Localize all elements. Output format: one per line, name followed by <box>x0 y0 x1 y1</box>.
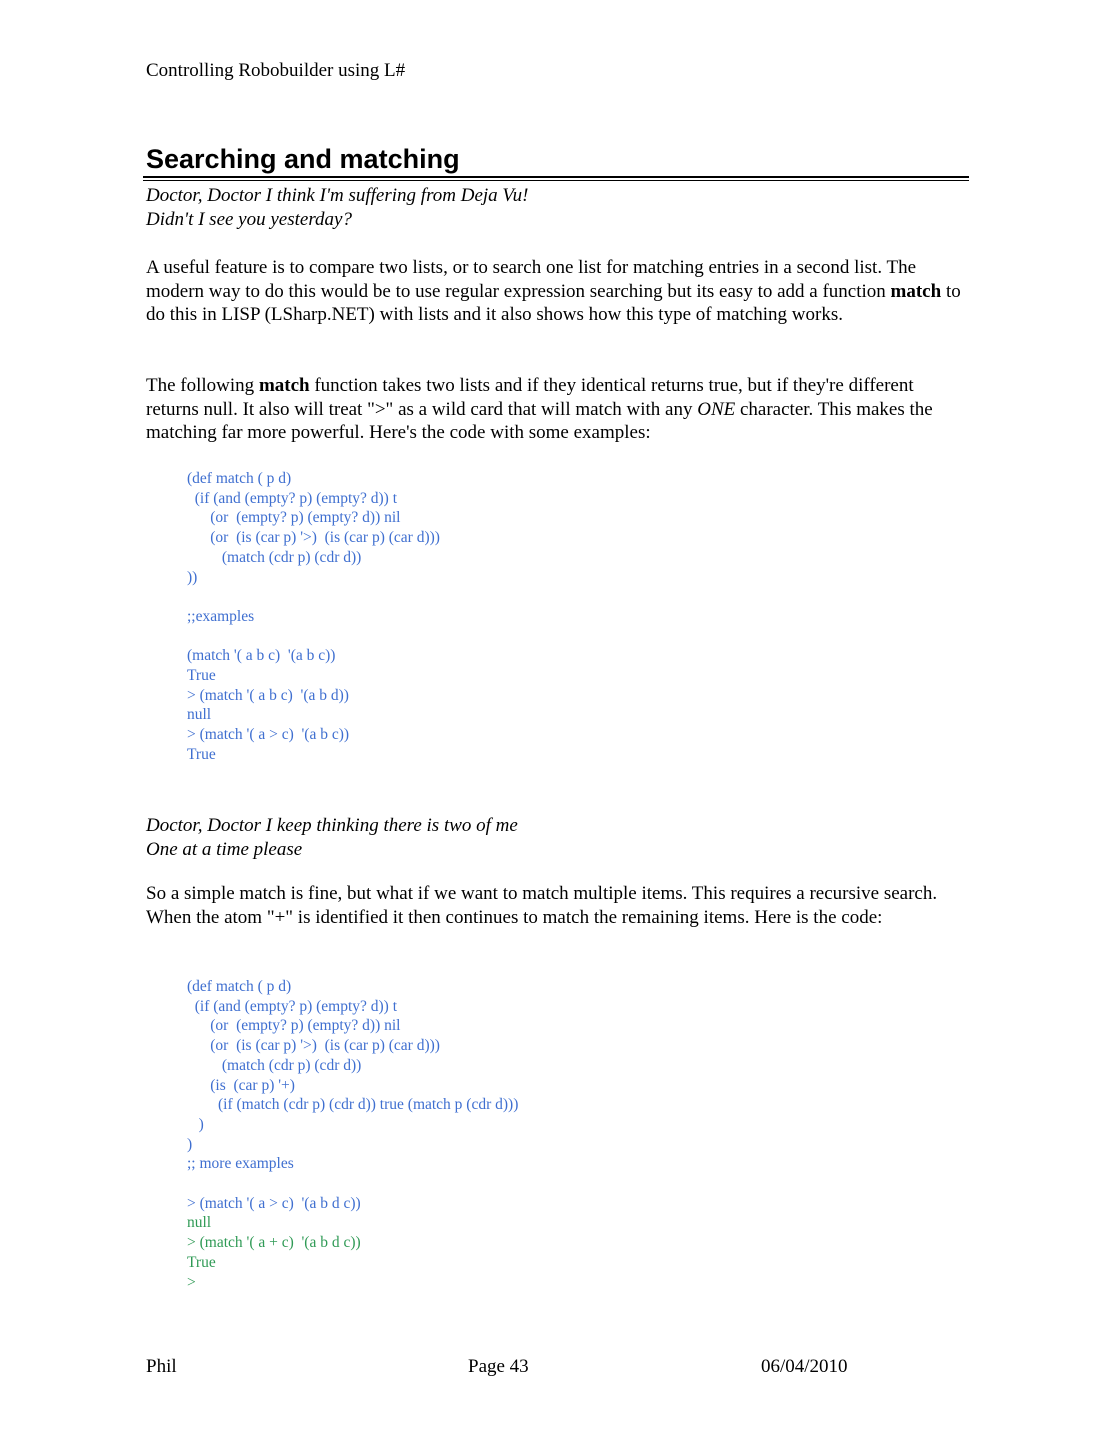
code-line: (or (is (car p) '>) (is (car p) (car d))) <box>187 529 440 547</box>
code-line: (or (empty? p) (empty? d)) nil <box>187 509 401 527</box>
code-line: > (match '( a > c) '(a b d c)) <box>187 1194 361 1212</box>
code-line: > (match '( a > c) '(a b c)) <box>187 726 350 744</box>
paragraph-recursive: So a simple match is fine, but what if we want to match multiple items. This requires a recursive search. When the atom "+" is identified it then continues to match the remaining items. Here is the code: <box>146 883 938 928</box>
title-rule <box>143 176 969 178</box>
code-line: ;;examples <box>187 607 255 625</box>
footer-page-number: Page 43 <box>468 1356 529 1377</box>
title-rule-thin <box>143 180 969 181</box>
paragraph-match-description <box>146 374 966 445</box>
code-line: null <box>187 1214 212 1232</box>
code-line: > (match '( a + c) '(a b d c)) <box>187 1234 361 1252</box>
code-line: (if (and (empty? p) (empty? d)) t <box>187 489 398 507</box>
code-line: ) <box>187 1115 204 1133</box>
joke-2-line-2: One at a time please <box>146 839 303 860</box>
paragraph-intro-text-b: to do this in LISP (LSharp.NET) with lists and it also shows how this type of matching works. <box>146 280 961 326</box>
joke-1-line-1: Doctor, Doctor I think I'm suffering from Deja Vu! <box>146 185 529 206</box>
code-line: True <box>187 667 216 685</box>
code-line: (match (cdr p) (cdr d)) <box>187 548 362 566</box>
code-line: null <box>187 706 212 724</box>
code-line: (def match ( p d) <box>187 470 292 487</box>
code-line: ;; more examples <box>187 1155 294 1173</box>
paragraph-intro-keyword: match <box>890 280 942 302</box>
joke-1-line-2: Didn't I see you yesterday? <box>146 209 352 230</box>
paragraph-match-text-a: The following <box>146 375 259 396</box>
paragraph-match-emphasis: ONE <box>697 398 736 420</box>
section-title: Searching and matching <box>146 144 460 174</box>
code-block-recursive-match <box>187 977 518 1292</box>
code-line: True <box>187 1253 216 1271</box>
paragraph-intro <box>146 256 966 327</box>
code-line: (match '( a b c) '(a b c)) <box>187 647 336 665</box>
footer-date: 06/04/2010 <box>761 1356 848 1377</box>
code-line: (or (empty? p) (empty? d)) nil <box>187 1017 401 1035</box>
code-block-simple-match <box>187 469 440 765</box>
code-line: (def match ( p d) <box>187 978 292 995</box>
code-line: True <box>187 745 216 763</box>
joke-1 <box>146 184 528 232</box>
joke-2 <box>146 814 518 862</box>
code-line <box>187 587 440 607</box>
code-line: )) <box>187 568 198 586</box>
code-line: > <box>187 1273 196 1291</box>
code-line <box>187 1174 518 1194</box>
paragraph-match-keyword: match <box>258 375 310 396</box>
code-line: (if (match (cdr p) (cdr d)) true (match p (cdr d))) <box>187 1096 519 1114</box>
running-header: Controlling Robobuilder using L# <box>146 60 406 81</box>
joke-2-line-1: Doctor, Doctor I keep thinking there is two of me <box>146 815 518 836</box>
paragraph-intro-text-a: A useful feature is to compare two lists, or to search one list for matching entries in a second list. The modern way to do this would be to use regular expression searching but its easy to add a function <box>146 257 917 302</box>
code-line: (match (cdr p) (cdr d)) <box>187 1056 362 1074</box>
code-line: (is (car p) '+) <box>187 1076 295 1094</box>
code-line: (if (and (empty? p) (empty? d)) t <box>187 997 398 1015</box>
code-line: (or (is (car p) '>) (is (car p) (car d))) <box>187 1037 440 1055</box>
code-line: ) <box>187 1135 193 1153</box>
code-line: > (match '( a b c) '(a b d)) <box>187 686 349 704</box>
paragraph-match-text-b: function takes two lists and if they identical returns true, but if they're different returns null. It also will treat ">" as a wild card that will match with any <box>146 375 914 420</box>
paragraph-match-text-c: character. This makes the matching far more powerful. Here's the code with some examples: <box>146 398 933 444</box>
footer-author: Phil <box>146 1356 177 1377</box>
code-line <box>187 627 440 647</box>
